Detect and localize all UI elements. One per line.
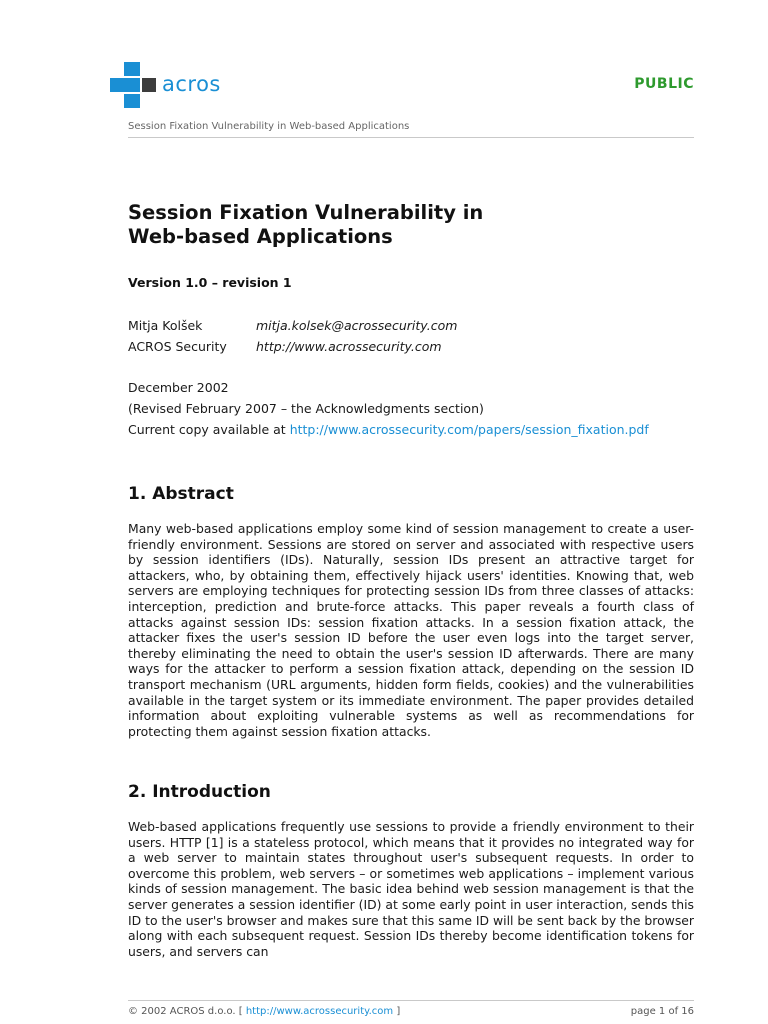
abstract-paragraph: Many web-based applications employ some kind of session management to create a user-friendly environment. Sessions are stored on server and associated with respective users by session identifiers (IDs). Naturally, session IDs present an attractive target for attackers, who, by obtaining them, effectively hijack users' identities. Knowing that, web servers are employing techniques for protecting session IDs from three classes of attacks: interception, prediction and brute-force attacks. This paper reveals a fourth class of attacks against session IDs: session fixation attacks. In a session fixation attack, the attacker fixes the user's session ID before the user even logs into the target server, thereby eliminating the need to obtain the user's session ID afterwards. There are many ways for the attacker to perform a session fixation attack, depending on the session ID transport mechanism (URL arguments, hidden form fields, cookies) and the vulnerabilities available in the target system or its immediate environment. The paper provides detailed information about exploiting vulnerable systems as well as recommendations for protecting them against session fixation attacks. xyxy=(128,521,694,739)
publication-date: December 2002 xyxy=(128,380,229,395)
author-row xyxy=(128,336,457,357)
footer-divider xyxy=(128,1000,694,1001)
title-line-1: Session Fixation Vulnerability in xyxy=(128,201,484,224)
footer-link[interactable]: http://www.acrossecurity.com xyxy=(245,1006,394,1017)
acros-logo xyxy=(110,62,250,110)
page-number: page 1 of 16 xyxy=(630,1006,694,1017)
author-email[interactable]: mitja.kolsek@acrossecurity.com xyxy=(256,318,458,333)
copyright-prefix: © 2002 ACROS d.o.o. [ xyxy=(128,1006,246,1017)
current-copy-link[interactable]: http://www.acrossecurity.com/papers/session_fixation.pdf xyxy=(289,422,649,437)
current-copy-line xyxy=(128,419,649,440)
logo-wordmark: acros xyxy=(162,72,221,96)
acros-cross-icon xyxy=(110,62,156,108)
header-divider xyxy=(128,137,694,138)
version-label: Version 1.0 – revision 1 xyxy=(128,275,292,290)
footer-copyright xyxy=(128,1006,400,1017)
title-line-2: Web-based Applications xyxy=(128,225,393,248)
author-list xyxy=(128,315,457,357)
section-heading-abstract: 1. Abstract xyxy=(128,484,234,504)
document-title xyxy=(128,201,648,249)
current-copy-prefix: Current copy available at xyxy=(128,422,290,437)
revision-note: (Revised February 2007 – the Acknowledgments section) xyxy=(128,401,484,416)
introduction-paragraph: Web-based applications frequently use sessions to provide a friendly environment to their users. HTTP [1] is a stateless protocol, which means that it provides no integrated way for a web server to maintain states throughout user's subsequent requests. In order to overcome this problem, web servers – or sometimes web applications – implement various kinds of session management. The basic idea behind web session management is that the server generates a session identifier (ID) at some early point in user interaction, sends this ID to the user's browser and makes sure that this same ID will be sent back by the browser along with each subsequent request. Session IDs thereby become identification tokens for users, and servers can xyxy=(128,819,694,959)
section-heading-introduction: 2. Introduction xyxy=(128,782,271,802)
copyright-suffix: ] xyxy=(393,1006,401,1017)
date-block xyxy=(128,377,649,440)
author-name: Mitja Kolšek xyxy=(128,318,203,333)
running-header-title: Session Fixation Vulnerability in Web-based Applications xyxy=(128,121,410,132)
classification-label: PUBLIC xyxy=(634,76,694,92)
author-website[interactable]: http://www.acrossecurity.com xyxy=(256,339,442,354)
author-name: ACROS Security xyxy=(128,339,227,354)
author-row xyxy=(128,315,457,336)
